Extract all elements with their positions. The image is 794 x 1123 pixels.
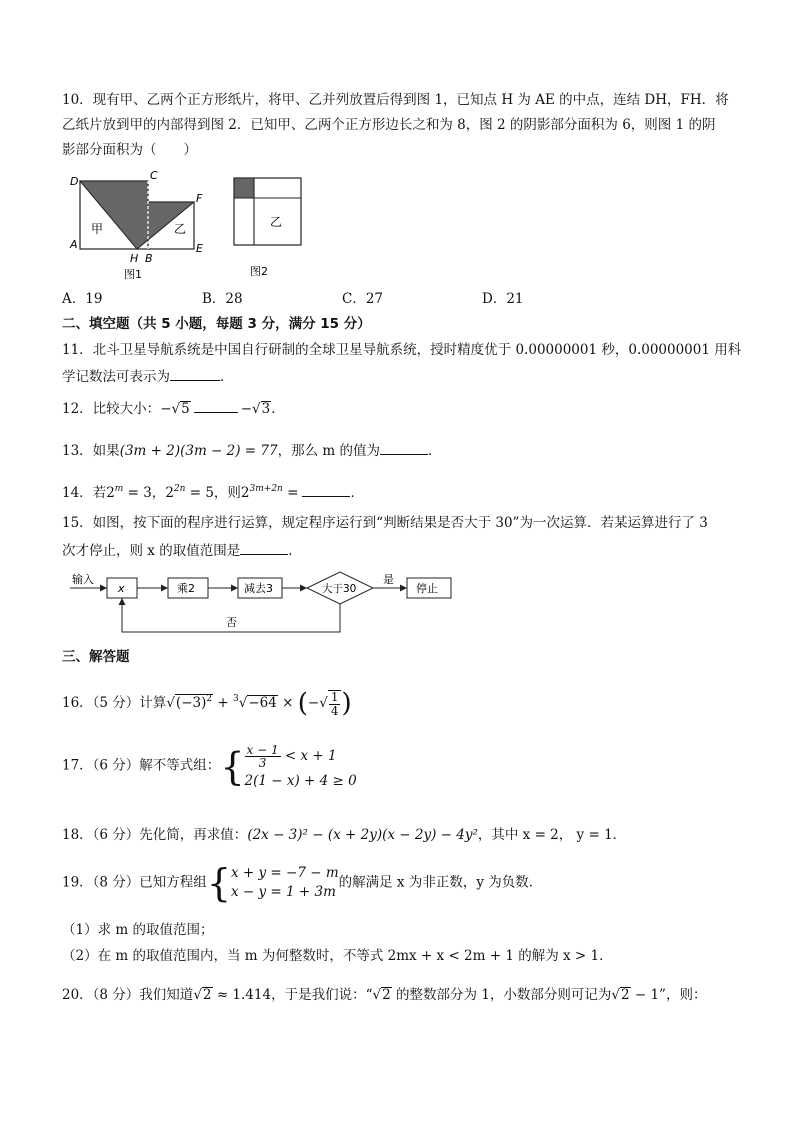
label-A: A (70, 238, 78, 251)
flow-yes-label: 是 (383, 573, 394, 586)
q20-prefix: 20．（8 分）我们知道 (62, 987, 194, 1003)
q17-ineq1-rest: < x + 1 (284, 748, 337, 764)
q13-line: 13．如果(3m + 2)(3m − 2) = 77，那么 m 的值为 ． (62, 443, 442, 459)
label-C: C (150, 169, 158, 182)
q19-eq1: x + y = −7 − m (231, 864, 339, 881)
q20-sqrt-2: 2 (382, 987, 391, 1003)
q15-answer-blank (240, 542, 288, 555)
flow-mul-label: 乘2 (177, 582, 195, 595)
q18-suffix: ，其中 x = 2， y = 1． (477, 827, 627, 843)
q12-answer-blank (194, 400, 238, 413)
q13-expr: (3m + 2)(3m − 2) = 77 (119, 443, 278, 459)
q14-exp1: m (114, 484, 124, 494)
q15-line2: 次才停止，则 x 的取值范围是 ． (62, 543, 302, 559)
caption-fig2: 图2 (250, 265, 268, 278)
label-E: E (196, 242, 203, 255)
q16-frac-den: 4 (330, 703, 339, 718)
q17-ineq1 (245, 744, 357, 769)
q12-sqrt-a: 5 (181, 401, 190, 417)
q14-line: 14．若$2^m = 3$，$2^{2n} = 5$，则$2^{3m+2n}$ = ． (62, 484, 364, 501)
label-yi-fig2: 乙 (270, 215, 283, 229)
q16-cbrt: −64 (248, 695, 277, 712)
q17-frac-den: 3 (258, 756, 267, 770)
q11-text: 学记数法可表示为 (62, 369, 170, 385)
shaded-region (80, 181, 194, 249)
option-d: D．21 (482, 291, 524, 307)
q19-system (231, 864, 339, 900)
q16-frac-num: 1 (330, 690, 339, 704)
q18-expr: (2x − 3)² − (x + 2y)(x − 2y) − 4y² (247, 827, 478, 843)
q14-answer-blank (302, 484, 350, 497)
q16-frac (328, 690, 342, 717)
q19-prefix: 19．（8 分）已知方程组 (62, 874, 207, 891)
q20-mid: 的整数部分为 1，小数部分则可记为 (395, 987, 612, 1003)
q20-tail: − 1”，则： (634, 987, 707, 1003)
q20-line: 20．（8 分）我们知道√2 ≈ 1.414，于是我们说：“√2 的整数部分为 1，小数部分则可记为√2 − 1”，则： (62, 987, 707, 1003)
q19-sub2: （2）在 m 的取值范围内，当 m 为何整数时，不等式 2mx + x < 2m + 1 的解为 x > 1． (62, 948, 613, 964)
flow-stop-label: 停止 (416, 582, 438, 595)
q12-sqrt-b: 3 (261, 401, 271, 417)
q16-times: × (282, 695, 294, 712)
q16-line: 16．（5 分）计算$√(-3)^2 + ^3√-64$ × (−√ $\frac{1}{4}$ ) (62, 688, 352, 719)
q14-prefix: 14．若 (62, 485, 107, 501)
q17-prefix: 17．（6 分）解不等式组： (62, 757, 221, 774)
label-yi: 乙 (174, 222, 187, 236)
q12-line: 12．比较大小：−√5 −√3． (62, 401, 285, 417)
option-c: C．27 (342, 291, 384, 307)
q13-suffix: ，那么 m 的值为 (277, 443, 380, 459)
q18-line (62, 829, 626, 843)
q11-line2: 学记数法可表示为 ． (62, 369, 234, 385)
q16-plus: + (217, 695, 229, 712)
q16-exp: 2 (206, 694, 213, 705)
label-B: B (145, 252, 153, 265)
figure-1 (62, 166, 222, 284)
flowchart (66, 568, 466, 636)
q17-ineq2: 2(1 − x) + 4 ≥ 0 (244, 773, 357, 789)
q19-eq2: x − y = 1 + 3m (231, 884, 336, 900)
shaded-corner (234, 178, 254, 198)
flow-input-label: 输入 (72, 573, 94, 586)
q10-line2: 乙纸片放到甲的内部得到图 2．已知甲、乙两个正方形边长之和为 8，图 2 的阴影部分面积为 6，则图 1 的阴 (62, 117, 716, 133)
q15-text: 次才停止，则 x 的取值范围是 (62, 543, 241, 559)
q16-cube-index: 3 (233, 694, 239, 705)
q15-line1: 15．如图，按下面的程序进行运算，规定程序运行到“判断结果是否大于 30”为一次运算．若某运算进行了 3 (62, 515, 708, 531)
q19-sub1: （1）求 m 的取值范围； (62, 922, 214, 938)
label-F: F (196, 192, 203, 205)
q14-exp3: 3m+2n (249, 484, 283, 494)
q20-sqrt-3: 2 (620, 987, 630, 1003)
q13-prefix: 13．如果 (62, 443, 120, 459)
q12-text: 12．比较大小： (62, 401, 161, 417)
q19-block: 19．（8 分）已知方程组{ x + y = −7 − m x − y = 1 + 3m 的解满足 x 为非正数，y 为负数． (62, 861, 543, 905)
q14-base2: 2 (165, 485, 174, 501)
option-a: A．19 (62, 291, 103, 307)
q17-frac (245, 744, 281, 769)
q10-line1: 10．现有甲、乙两个正方形纸片，将甲、乙并列放置后得到图 1，已知点 H 为 AE 的中点，连结 DH，FH．将 (62, 92, 729, 108)
q14-base1: 2 (106, 485, 115, 501)
flow-x-label: x (118, 582, 125, 595)
q14-base3: 2 (240, 485, 250, 501)
q10-line3: 影部分面积为（ ） (62, 142, 197, 158)
q16-sqrt (175, 694, 213, 710)
flow-no-label: 否 (226, 616, 237, 629)
q18-prefix: 18．（6 分）先化简，再求值： (62, 827, 248, 843)
flow-sub-label: 减去3 (244, 582, 273, 595)
q17-frac-num: x − 1 (246, 743, 279, 757)
q20-approx: ≈ 1.414，于是我们说：“ (216, 987, 373, 1003)
flow-judge-label: 大于30 (322, 583, 357, 595)
q19-suffix: 的解满足 x 为非正数，y 为负数． (338, 874, 543, 891)
caption-fig1: 图1 (124, 268, 142, 281)
q13-answer-blank (380, 442, 428, 455)
q11-line1: 11．北斗卫星导航系统是中国自行研制的全球卫星导航系统，授时精度优于 0.00000001 秒，0.00000001 用科 (62, 342, 742, 358)
q20-sqrt-1: 2 (202, 987, 212, 1003)
q17-system (245, 744, 357, 789)
option-b: B．28 (202, 291, 243, 307)
label-D: D (70, 175, 79, 188)
q16-base: (−3) (175, 695, 207, 712)
q14-val2: = 5，则 (185, 485, 241, 501)
q14-val1: = 3， (123, 485, 166, 501)
q11-answer-blank (170, 368, 220, 381)
figure-2 (228, 172, 308, 284)
q14-exp2: 2n (173, 484, 186, 494)
label-jia: 甲 (91, 222, 104, 236)
q16-prefix: 16．（5 分）计算 (62, 695, 167, 712)
section-2-heading: 二、填空题（共 5 小题，每题 3 分，满分 15 分） (62, 316, 371, 332)
q17-block: 17．（6 分）解不等式组：{ $\frac{x - 1}{3}$ < x + 1 2(1 − x) + 4 ≥ 0 (62, 743, 357, 789)
section-3-heading: 三、解答题 (62, 649, 130, 665)
q14-val3: = (282, 485, 299, 501)
label-H: H (130, 252, 139, 265)
